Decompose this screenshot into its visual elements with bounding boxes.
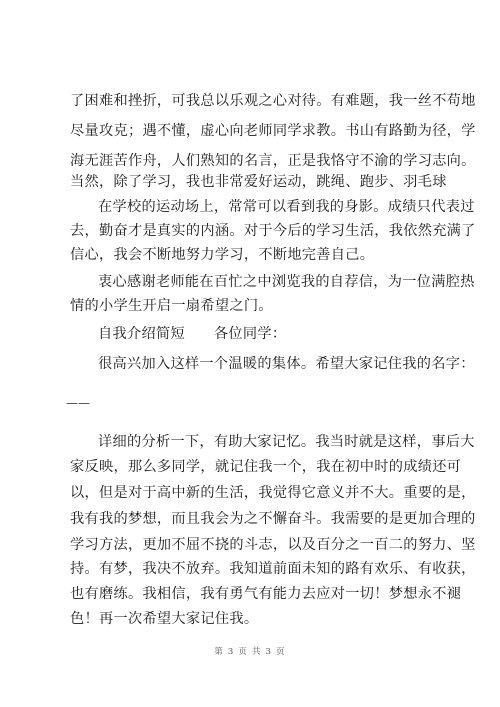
dash-line: —— [66,396,90,410]
page-number-footer: 第 3 页 共 3 页 [214,647,286,657]
body-text-line: 当然，除了学习，我也非常爱好运动，跳绳、跑步、羽毛球 [70,174,447,190]
body-text-line: 去，勤奋才是真实的内涵。对于今后的学习生活，我依然充满了 [70,223,476,239]
body-text-line: 详细的分析一下，有助大家记忆。我当时就是这样，事后大 [98,434,475,450]
body-text-line: 以，但是对于高中新的生活，我觉得它意义并不大。重要的是， [70,485,476,501]
body-text-line: 了困难和挫折，可我总以乐观之心对待。有难题，我一丝不苟地 [70,93,476,109]
body-text-line: 也有磨练。我相信，我有勇气有能力去应对一切！梦想永不褪 [70,586,462,602]
section-heading: 自我介绍简短 各位同学： [98,326,287,342]
body-text-line: 我有我的梦想，而且我会为之不懈奋斗。我需要的是更加合理的 [70,511,476,527]
body-text-line: 学习方法，更加不屈不挠的斗志，以及百分之一百二的努力、坚 [70,537,476,553]
body-text-line: 家反映，那么多同学，就记住我一个，我在初中时的成绩还可 [70,459,462,475]
body-text-line: 信心，我会不断地努力学习，不断地完善自己。 [70,247,375,263]
body-text-line: 持。有梦，我决不放弃。我知道前面未知的路有欢乐、有收获， [70,561,476,577]
body-text-line: 海无涯苦作舟，人们熟知的名言，正是我恪守不渝的学习志向。 [70,153,476,169]
body-text-line: 情的小学生开启一扇希望之门。 [70,298,273,314]
body-text-line: 色！再一次希望大家记住我。 [70,611,259,627]
body-text-line: 尽量攻克；遇不懂，虚心向老师同学求教。书山有路勤为径，学 [70,123,476,139]
body-text-line: 衷心感谢老师能在百忙之中浏览我的自荐信，为一位满腔热 [98,274,475,290]
body-text-line: 很高兴加入这样一个温暖的集体。希望大家记住我的名字： [98,356,475,372]
body-text-line: 在学校的运动场上，常常可以看到我的身影。成绩只代表过 [98,199,475,215]
